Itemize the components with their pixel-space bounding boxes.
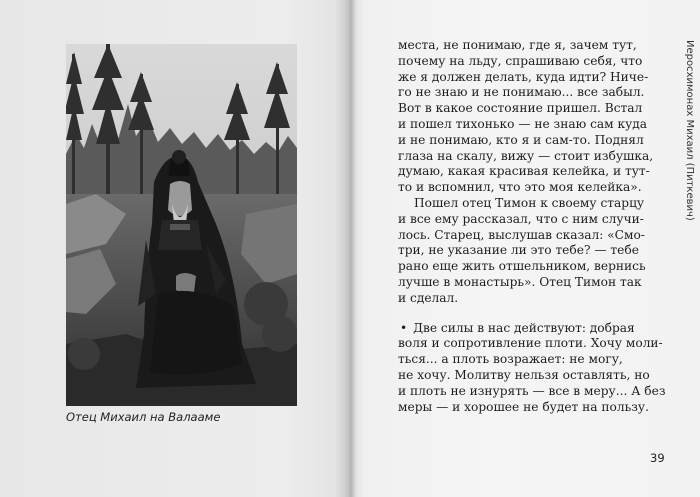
text-line: и все ему рассказал, что с ним случи- [398, 211, 644, 226]
text-line: рано еще жить отшельником, вернись [398, 259, 646, 274]
running-head [683, 40, 697, 240]
text-line: не хочу. Молитву нельзя оставлять, но [398, 367, 650, 382]
page-number: 39 [650, 451, 665, 465]
text-line: Вот в какое состояние пришел. Встал [398, 101, 643, 116]
text-line: три, не указание ли это тебе? — тебе [398, 243, 639, 258]
paragraph-gap [398, 307, 666, 321]
text-line: воля и сопротивление плоти. Хочу моли- [398, 336, 663, 351]
text-line: глаза на скалу, вижу — стоит избушка, [398, 148, 654, 163]
text-line: почему на льду, спрашиваю себя, что [398, 53, 643, 68]
text-line: думаю, какая красивая келейка, и тут- [398, 164, 650, 179]
bullet-marker: • [400, 320, 408, 335]
running-head-text: Иеросхимонах Михаил (Питкевич) [684, 40, 695, 221]
text-line: и сделал. [398, 290, 459, 305]
text-line: места, не понимаю, где я, зачем тут, [398, 38, 637, 52]
paragraph [398, 196, 666, 307]
text-line: и плоть не изнурять — все в меру... А без [398, 383, 666, 398]
photo-image [66, 44, 297, 406]
text-line: го не знаю и не понимаю... все забыл. [398, 85, 645, 100]
text-line: лучше в монастырь». Отец Тимон так [398, 274, 642, 289]
body-text [398, 38, 666, 415]
text-line: ться... а плоть возражает: не могу, [398, 352, 623, 367]
text-line: Пошел отец Тимон к своему старцу [414, 195, 645, 210]
monk-photograph [66, 44, 297, 406]
photo-caption: Отец Михаил на Валааме [66, 410, 221, 424]
paragraph [398, 38, 666, 196]
text-line: меры — и хорошее не будет на пользу. [398, 399, 649, 414]
text-line: же я должен делать, куда идти? Ниче- [398, 69, 649, 84]
text-line: лось. Старец, выслушав сказал: «Смо- [398, 227, 645, 242]
gutter-shadow [335, 0, 365, 497]
text-line-content: Две силы в нас действуют: добрая [413, 320, 635, 335]
text-line: и пошел тихонько — не знаю сам куда [398, 116, 648, 131]
text-line [398, 321, 666, 337]
text-line: и не понимаю, кто я и сам-то. Поднял [398, 132, 644, 147]
paragraph [398, 321, 666, 416]
text-line: то и вспомнил, что это моя келейка». [398, 180, 642, 195]
